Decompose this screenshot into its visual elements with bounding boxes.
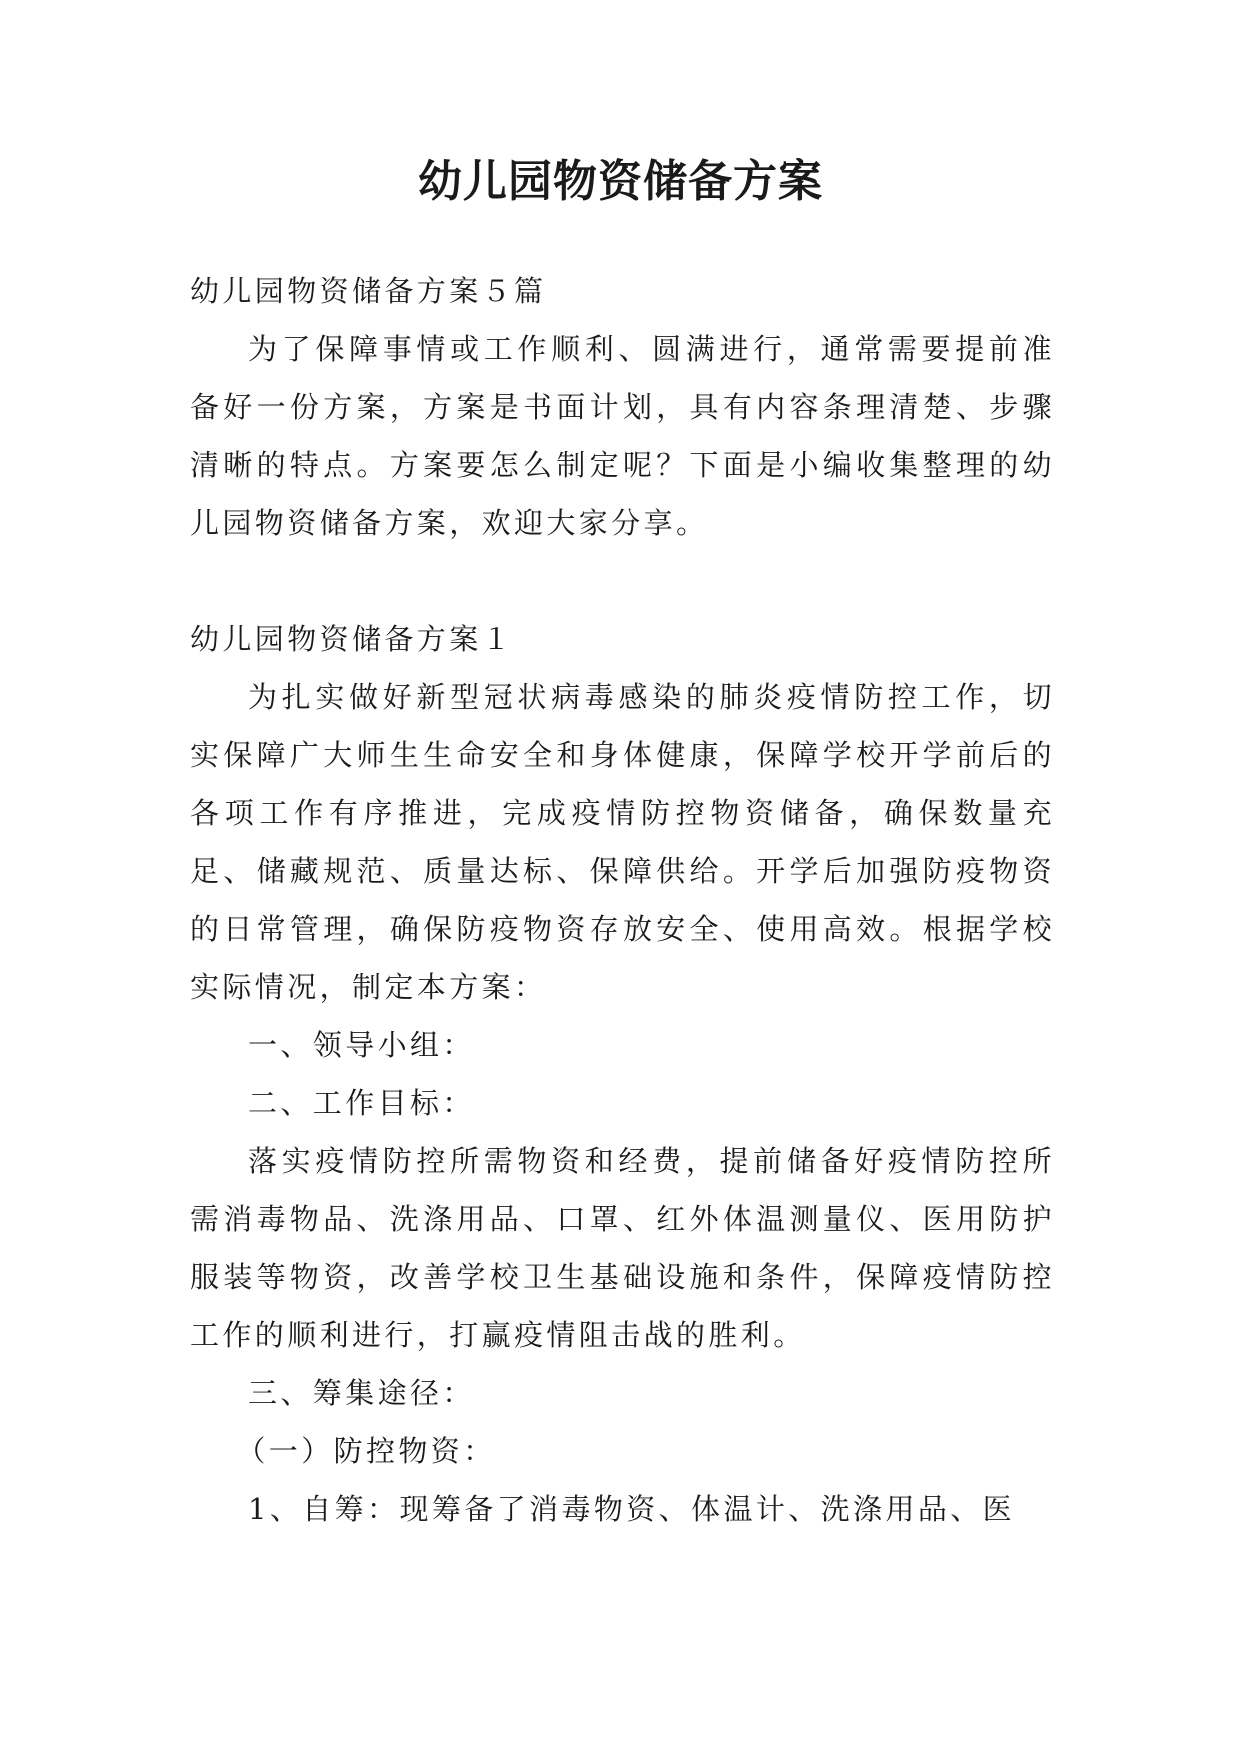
subitem-self-funded: 1、自筹：现筹备了消毒物资、体温计、洗涤用品、医: [248, 1492, 1016, 1526]
paragraph-gap: [190, 552, 1055, 610]
section-heading-1: 幼儿园物资储备方案１: [190, 622, 515, 656]
document-body: [190, 262, 1055, 1538]
item-leadership-group: 一、领导小组：: [248, 1028, 475, 1062]
subtitle-line: 幼儿园物资储备方案５篇: [190, 274, 547, 308]
item-work-goal: 二、工作目标：: [248, 1086, 475, 1120]
goal-paragraph: 落实疫情防控所需物资和经费，提前储备好疫情防控所需消毒物品、洗涤用品、口罩、红外体温测量仪、医用防护服装等物资，改善学校卫生基础设施和条件，保障疫情防控工作的顺利进行，打赢疫情阻击战的胜利。: [190, 1144, 1055, 1352]
intro-paragraph: 为了保障事情或工作顺利、圆满进行，通常需要提前准备好一份方案，方案是书面计划，具有内容条理清楚、步骤清晰的特点。方案要怎么制定呢？下面是小编收集整理的幼儿园物资储备方案，欢迎大家分享。: [190, 332, 1055, 540]
document-title: 幼儿园物资储备方案: [418, 156, 823, 207]
item-funding-channels: 三、筹集途径：: [248, 1376, 475, 1410]
section1-paragraph: 为扎实做好新型冠状病毒感染的肺炎疫情防控工作，切实保障广大师生生命安全和身体健康，保障学校开学前后的各项工作有序推进，完成疫情防控物资储备，确保数量充足、储藏规范、质量达标、保障供给。开学后加强防疫物资的日常管理，确保防疫物资存放安全、使用高效。根据学校实际情况，制定本方案：: [190, 680, 1055, 1004]
subitem-prevention-supplies: （一）防控物资：: [236, 1434, 496, 1468]
